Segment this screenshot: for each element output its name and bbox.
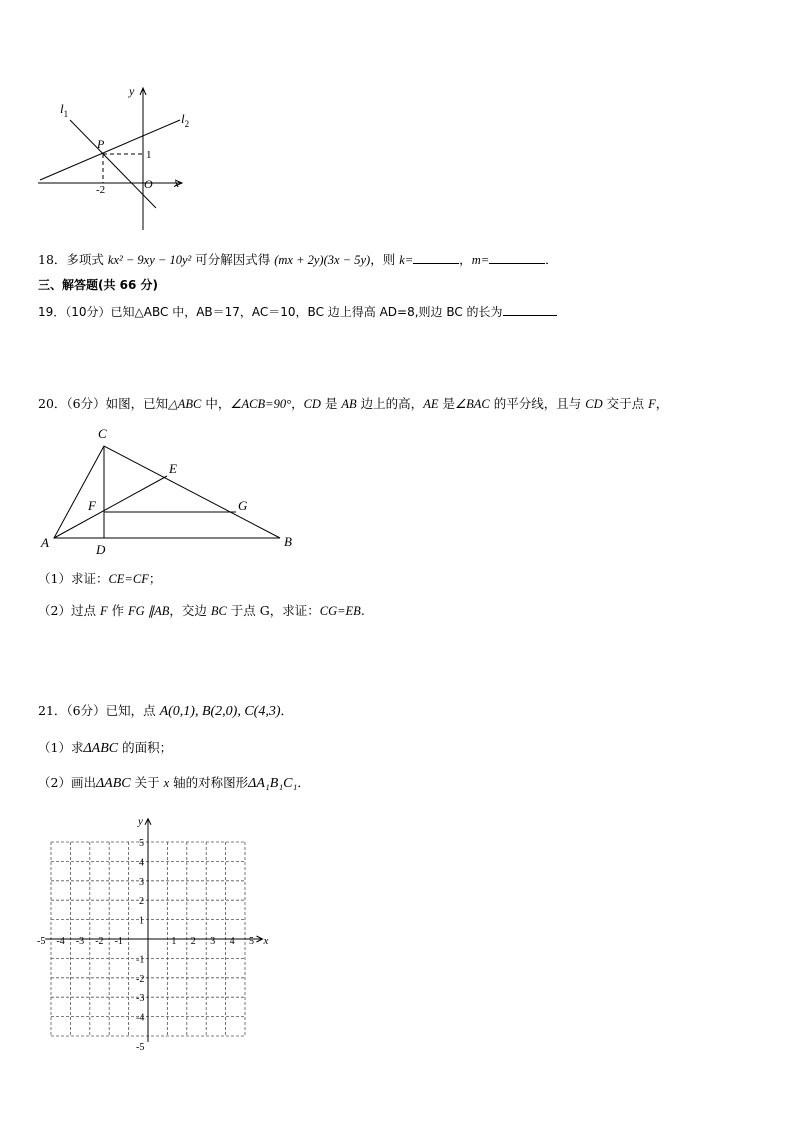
grid-x-tick-label: -5 bbox=[37, 936, 46, 947]
grid-x-tick-label: -4 bbox=[56, 936, 65, 947]
q20-part-2: （2）过点 F 作 FG ∥AB，交边 BC 于点 G，求证：CG=EB. bbox=[38, 603, 365, 618]
grid-x-label: x bbox=[263, 935, 269, 947]
grid-y-tick-label: 4 bbox=[139, 857, 144, 869]
point-f-label: F bbox=[88, 498, 96, 513]
figure-triangle-abc bbox=[36, 424, 306, 559]
grid-x-tick-label: -2 bbox=[95, 936, 104, 947]
q21-part-2: （2）画出ΔABC 关于 x 轴的对称图形ΔA₁B₁C₁． bbox=[38, 775, 310, 791]
point-p-label: P bbox=[97, 137, 105, 151]
grid-y-tick-label: -4 bbox=[136, 1012, 145, 1024]
x-axis-label: x bbox=[174, 176, 180, 190]
grid-x-tick-label: -3 bbox=[75, 936, 85, 947]
l2-label: $l_2$ bbox=[181, 111, 190, 129]
q20-part-1: （1）求证：CE=CF； bbox=[38, 571, 162, 586]
grid-x-tick-label: -1 bbox=[114, 936, 123, 947]
grid-x-tick-label: 3 bbox=[210, 936, 216, 947]
coordinate-grid[interactable] bbox=[30, 810, 280, 1050]
q21-points: A(0,1), B(2,0), C(4,3) bbox=[159, 704, 281, 719]
l1-label: $l_1$ bbox=[60, 101, 69, 119]
question-18: 18．多项式 kx² − 9xy − 10y² 可分解因式得 (mx + 2y)(3x − 5y)，则 k= ，m= ． bbox=[38, 252, 558, 267]
point-g-label: G bbox=[238, 498, 248, 513]
line-l2 bbox=[40, 120, 180, 180]
grid-y-tick-label: 2 bbox=[139, 896, 144, 908]
vertex-b-label: B bbox=[284, 534, 292, 549]
point-e-label: E bbox=[169, 461, 177, 476]
grid-y-tick-label: -1 bbox=[136, 954, 145, 966]
grid-x-tick-label: 1 bbox=[171, 936, 177, 947]
q18-factored: (mx + 2y)(3x − 5y) bbox=[274, 253, 371, 267]
vertex-a-label: A bbox=[41, 535, 49, 550]
triangle-abc bbox=[54, 446, 280, 538]
grid-x-tick-label: 4 bbox=[229, 936, 235, 947]
x-tick-neg2: -2 bbox=[96, 184, 106, 196]
grid-y-tick-label: -5 bbox=[136, 1042, 145, 1050]
y-tick-1: 1 bbox=[146, 149, 152, 161]
question-21: 21．（6分）已知，点 A(0,1), B(2,0), C(4,3)． bbox=[38, 703, 294, 719]
vertex-c-label: C bbox=[98, 426, 107, 441]
q18-expression: kx² − 9xy − 10y² bbox=[107, 253, 192, 267]
grid-y-tick-label: 3 bbox=[139, 876, 144, 888]
q18-k-answer-blank[interactable] bbox=[413, 251, 459, 264]
origin-label: O bbox=[144, 177, 153, 191]
grid-y-tick-label: -3 bbox=[136, 993, 145, 1005]
grid-x-tick-label: 2 bbox=[190, 936, 196, 947]
y-axis-label: y bbox=[129, 84, 135, 98]
q18-m-answer-blank[interactable] bbox=[489, 251, 545, 264]
point-d-label: D bbox=[96, 542, 106, 557]
section-heading: 三、解答题(共 66 分) bbox=[38, 278, 159, 292]
grid-x-tick-label: 5 bbox=[249, 936, 254, 947]
question-19: 19．（10分）已知△ABC 中，AB＝17，AC＝10，BC 边上得高 AD=8,则边 BC 的长为 bbox=[38, 303, 557, 320]
grid-y-tick-label: 5 bbox=[139, 838, 144, 849]
grid-y-tick-label: -2 bbox=[136, 973, 145, 985]
q19-answer-blank[interactable] bbox=[503, 303, 557, 316]
figure-intersecting-lines bbox=[30, 80, 200, 240]
grid-y-label: y bbox=[138, 815, 143, 828]
question-20: 20．（6分）如图，已知△ABC 中，∠ACB=90°，CD 是 AB 边上的高，AE 是∠BAC 的平分线，且与 CD 交于点 F， bbox=[38, 396, 669, 411]
q21-part-1: （1）求ΔABC 的面积； bbox=[38, 740, 173, 756]
grid-y-tick-label: 1 bbox=[139, 915, 144, 927]
